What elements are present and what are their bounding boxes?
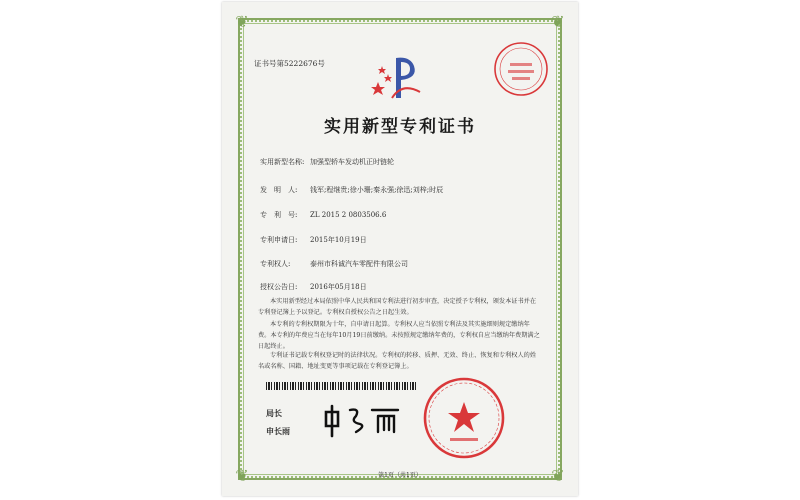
field-label: 发 明 人:	[260, 186, 298, 194]
page-number: 第1页（共1页）	[378, 472, 422, 479]
patent-certificate	[222, 2, 578, 496]
field-application-date	[260, 235, 367, 245]
body-paragraph: 本实用新型经过本局依照中华人民共和国专利法进行初步审查，决定授予专利权，颁发本证书并在专利登记簿上予以登记。专利权自授权公告之日起生效。	[258, 298, 537, 316]
corner-ornament-icon: ❦	[551, 466, 565, 485]
corner-ornament-icon: ❦	[235, 12, 249, 31]
field-label: 专 利 号:	[260, 211, 298, 219]
agency-stamp-icon	[492, 40, 550, 98]
director-name: 申长雨	[266, 426, 290, 436]
field-value: 钱军;程继贵;徐小珊;秦永强;徐迅;刘梓;时辰	[310, 186, 444, 194]
field-value: 加强型轿车发动机正时链轮	[310, 158, 394, 166]
certificate-number: 证书号第5222676号	[254, 59, 325, 68]
corner-ornament-icon: ❦	[235, 466, 249, 485]
body-paragraph: 专利证书记载专利权登记时的法律状况。专利权的转移、质押、无效、终止、恢复和专利权人的姓名或名称、国籍、地址变更等事项记载在专利登记簿上。	[258, 352, 537, 370]
barcode	[266, 382, 416, 390]
field-inventors	[260, 185, 443, 195]
director-signature-icon	[320, 402, 404, 440]
field-grant-date	[260, 282, 367, 292]
corner-ornament-icon: ❦	[551, 12, 565, 31]
field-value: 2015年10月19日	[310, 236, 367, 244]
cnipa-emblem-icon	[368, 52, 428, 104]
body-paragraph: 本专利的专利权期限为十年，自申请日起算。专利权人应当依照专利法及其实施细则规定缴纳年费。本专利的年费应当在每年10月19日前缴纳。未按照规定缴纳年费的，专利权自应当缴纳年费期满之日起终止。	[258, 321, 540, 350]
field-utility-model-name	[260, 157, 394, 167]
field-value: 泰州市科诚汽车零配件有限公司	[310, 260, 408, 268]
field-label: 专利申请日:	[260, 236, 298, 244]
field-label: 实用新型名称:	[260, 158, 305, 166]
field-value: ZL 2015 2 0803506.6	[310, 211, 387, 219]
field-patent-number	[260, 210, 386, 220]
field-label: 授权公告日:	[260, 283, 298, 291]
official-seal-icon	[422, 376, 506, 460]
field-patentee	[260, 259, 408, 269]
field-value: 2016年05月18日	[310, 283, 367, 291]
field-label: 专利权人:	[260, 260, 291, 268]
certificate-title: 实用新型专利证书	[324, 117, 476, 137]
director-title: 局长	[266, 408, 282, 418]
